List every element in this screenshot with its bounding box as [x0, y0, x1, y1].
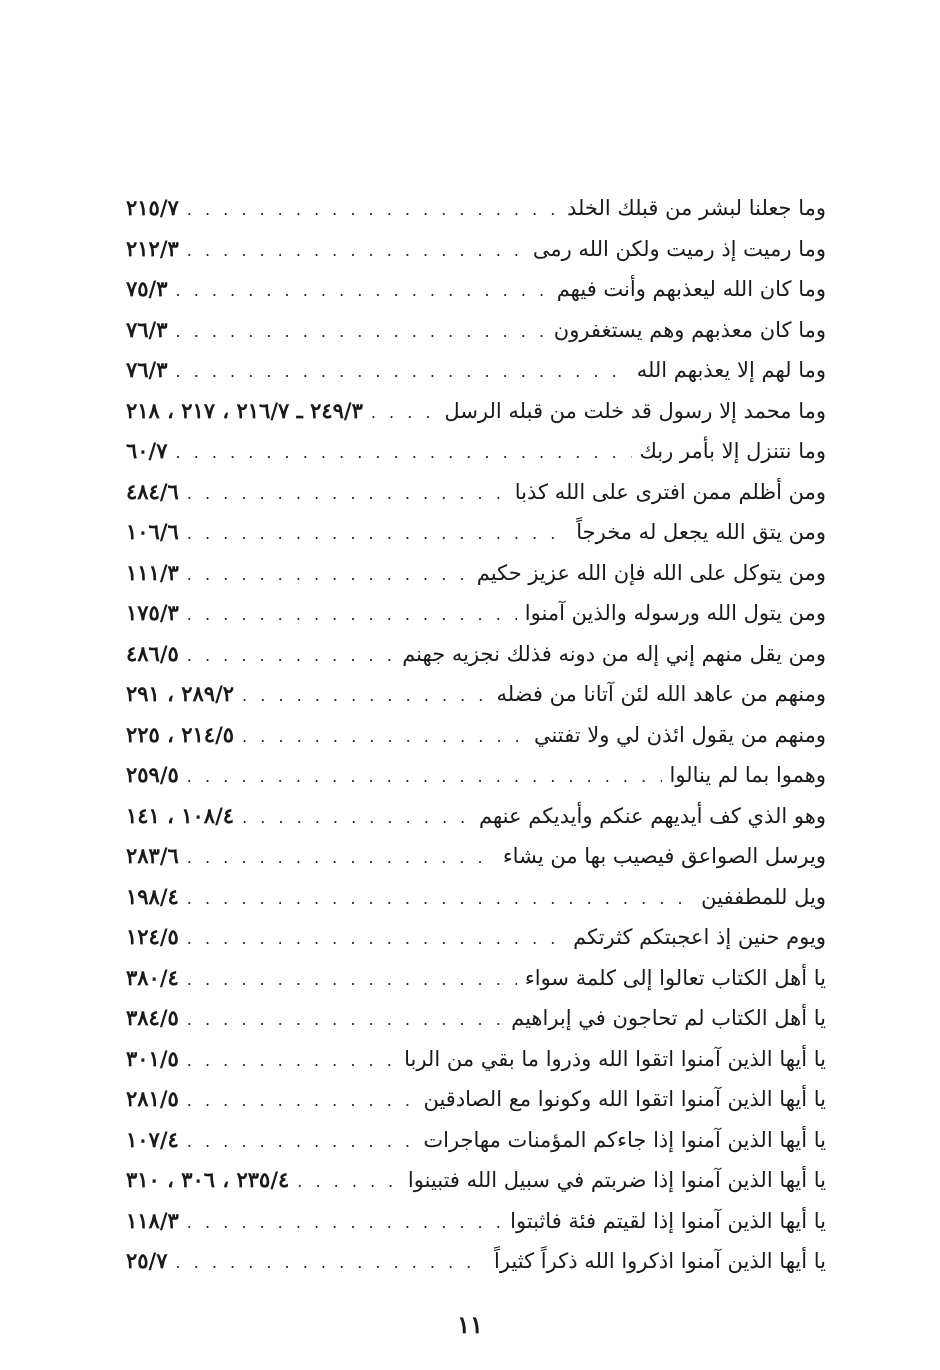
index-entry [126, 269, 826, 310]
entry-page-reference: ٧٦/٣ [126, 316, 168, 342]
entry-verse-text: ويل للمطففين [701, 884, 826, 909]
dot-leader [187, 231, 525, 272]
entry-page-reference: ٢٥٩/٥ [126, 762, 179, 787]
entry-verse-text: وما محمد إلا رسول قد خلت من قبله الرسل [444, 398, 826, 423]
entry-page-reference: ١١١/٣ [126, 559, 179, 585]
entry-page-reference: ٢١٢/٣ [126, 235, 179, 261]
index-entry [126, 593, 826, 634]
index-entry [126, 796, 826, 837]
index-entry [126, 188, 826, 229]
entry-verse-text: ومن يتول الله ورسوله والذين آمنوا [524, 601, 826, 625]
entry-page-reference: ٣٠١/٥ [126, 1045, 179, 1071]
entry-verse-text: وما جعلنا لبشر من قبلك الخلد [566, 196, 826, 220]
index-entry [126, 229, 826, 270]
index-entry [126, 472, 826, 513]
entry-verse-text: ويرسل الصواعق فيصيب بها من يشاء [502, 844, 826, 868]
entry-page-reference: ٢١٤/٥ ، ٢٢٥ [126, 721, 235, 747]
dot-leader [187, 757, 662, 798]
dot-leader [176, 352, 629, 393]
dot-leader [187, 960, 517, 1001]
dot-leader [176, 312, 546, 353]
index-entry [126, 350, 826, 391]
dot-leader [242, 717, 526, 758]
entry-verse-text: يا أهل الكتاب لم تحاجون في إبراهيم [511, 1006, 826, 1030]
entry-verse-text: يا أيها الذين آمنوا إذا ضربتم في سبيل الله فتبينوا [407, 1168, 826, 1192]
dot-leader [187, 555, 469, 596]
dot-leader [187, 474, 507, 515]
dot-leader [187, 1000, 503, 1041]
entry-page-reference: ٧٥/٣ [126, 276, 168, 301]
dot-leader [187, 1122, 416, 1163]
entry-verse-text: ومن يتوكل على الله فإن الله عزيز حكيم [476, 560, 826, 585]
entry-page-reference: ٣٨٠/٤ [126, 964, 179, 990]
entry-verse-text: وهو الذي كف أيديهم عنكم وأيديكم عنهم [479, 803, 826, 828]
dot-leader [187, 1041, 396, 1082]
dot-leader [187, 595, 517, 636]
entry-page-reference: ٢٨١/٥ [126, 1086, 179, 1111]
index-entry [126, 958, 826, 999]
index-entry [126, 634, 826, 675]
dot-leader [242, 676, 488, 717]
index-entry [126, 755, 826, 796]
entry-page-reference: ١١٨/٣ [126, 1207, 179, 1233]
index-entry [126, 715, 826, 756]
entry-page-reference: ٤٨٤/٦ [126, 478, 179, 504]
entry-page-reference: ٢٣٥/٤ ، ٣٠٦ ، ٣١٠ [126, 1167, 290, 1192]
entry-page-reference: ٢٨٣/٦ [126, 843, 179, 868]
entry-verse-text: ومن يقل منهم إني إله من دونه فذلك نجزيه جهنم [402, 641, 826, 666]
entry-verse-text: يا أيها الذين آمنوا إذا لقيتم فئة فاثبتوا [510, 1208, 826, 1233]
index-entry [126, 1160, 826, 1201]
entry-page-reference: ٤٨٦/٥ [126, 640, 179, 666]
index-entry [126, 553, 826, 594]
entry-page-reference: ٢٤٩/٣ ـ ٢١٦/٧ ، ٢١٧ ، ٢١٨ [126, 397, 363, 423]
dot-leader [242, 798, 471, 839]
dot-leader [187, 1203, 502, 1244]
entry-verse-text: وهموا بما لم ينالوا [669, 763, 826, 787]
entry-verse-text: ومن أظلم ممن افترى على الله كذبا [514, 479, 826, 504]
entry-verse-text: يا أيها الذين آمنوا إذا جاءكم المؤمنات مهاجرات [423, 1127, 826, 1152]
entry-page-reference: ٦٠/٧ [126, 438, 168, 463]
index-entry [126, 1079, 826, 1120]
entry-verse-text: يا أيها الذين آمنوا اتقوا الله وذروا ما بقي من الربا [404, 1046, 826, 1071]
dot-leader [187, 514, 568, 555]
index-entry [126, 674, 826, 715]
entry-page-reference: ٧٦/٣ [126, 357, 168, 382]
dot-leader [187, 919, 565, 960]
index-entry [126, 1201, 826, 1242]
index-entry [126, 917, 826, 958]
index-entry [126, 836, 826, 877]
entry-verse-text: يا أيها الذين آمنوا اذكروا الله ذكراً كثيراً [494, 1249, 826, 1273]
dot-leader [176, 433, 632, 474]
dot-leader [187, 190, 559, 231]
entry-verse-text: وما نتنزل إلا بأمر ربك [639, 439, 826, 463]
index-entry [126, 512, 826, 553]
entry-verse-text: يا أيها الذين آمنوا اتقوا الله وكونوا مع الصادقين [423, 1087, 826, 1111]
index-entry [126, 310, 826, 351]
entry-page-reference: ٣٨٤/٥ [126, 1005, 179, 1030]
entry-page-reference: ١٩٨/٤ [126, 883, 179, 909]
dot-leader [187, 636, 394, 677]
index-entry [126, 998, 826, 1039]
entry-verse-text: ومنهم من يقول ائذن لي ولا تفتني [533, 722, 826, 747]
entry-verse-text: وما لهم إلا يعذبهم الله [636, 358, 826, 382]
entry-page-reference: ١٠٦/٦ [126, 519, 179, 544]
entry-page-reference: ٢٨٩/٢ ، ٢٩١ [126, 681, 235, 706]
index-entry [126, 1241, 826, 1282]
index-entry [126, 1039, 826, 1080]
index-entry [126, 1120, 826, 1161]
dot-leader [297, 1162, 400, 1203]
dot-leader [187, 838, 495, 879]
entry-verse-text: وما كان معذبهم وهم يستغفرون [553, 317, 826, 342]
dot-leader [187, 1081, 416, 1122]
entry-page-reference: ١٢٤/٥ [126, 924, 179, 949]
entry-page-reference: ١٠٧/٤ [126, 1126, 179, 1152]
entry-verse-text: ومنهم من عاهد الله لئن آتانا من فضله [496, 682, 826, 706]
entry-verse-text: ويوم حنين إذ اعجبتكم كثرتكم [573, 925, 826, 949]
entry-verse-text: يا أهل الكتاب تعالوا إلى كلمة سواء [524, 965, 826, 990]
index-entry [126, 391, 826, 432]
entry-page-reference: ١٠٨/٤ ، ١٤١ [126, 802, 235, 828]
dot-leader [187, 879, 693, 920]
entry-verse-text: وما رميت إذ رميت ولكن الله رمى [532, 236, 826, 261]
page-number: ١١ [457, 1310, 483, 1339]
index-entry [126, 431, 826, 472]
dot-leader [371, 393, 437, 434]
entry-page-reference: ٢٥/٧ [126, 1248, 168, 1273]
dot-leader [176, 1243, 487, 1284]
entry-verse-text: وما كان الله ليعذبهم وأنت فيهم [556, 277, 826, 301]
index-entry [126, 877, 826, 918]
entry-verse-text: ومن يتق الله يجعل له مخرجاً [576, 520, 826, 544]
entry-page-reference: ٢١٥/٧ [126, 195, 179, 220]
dot-leader [176, 271, 549, 312]
verse-index-list [126, 188, 826, 1282]
entry-page-reference: ١٧٥/٣ [126, 600, 179, 625]
